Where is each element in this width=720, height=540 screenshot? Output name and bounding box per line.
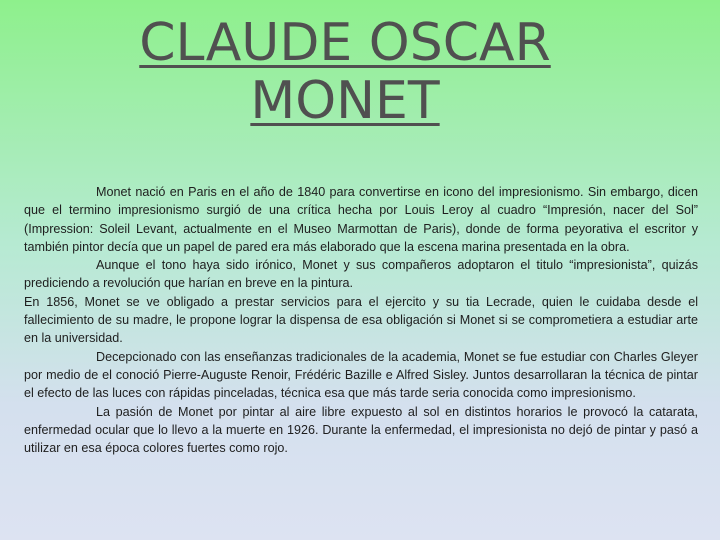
biography-text [24, 183, 698, 457]
title-line-2: MONET [250, 71, 440, 131]
paragraph-academy: Decepcionado con las enseñanzas tradicionales de la academia, Monet se fue estudiar con Charles Gleyer por medio de el conoció Pierre-Auguste Renoir, Frédéric Bazille e Alfred Sisley. Juntos desarrollaran la técnica de pintar el efecto de las luces con rápidas pinceladas, técnica esa que más tarde seria conocida como impresionismo. [24, 349, 698, 401]
title-line-1: CLAUDE OSCAR [139, 13, 551, 73]
paragraph-military-service: En 1856, Monet se ve obligado a prestar servicios para el ejercito y su tia Lecrade, quien le cuidaba desde el fallecimiento de su madre, le propone lograr la dispensa de esa obligación si Monet si se comprometiera a estudiar arte en la universidad. [24, 294, 698, 346]
paragraph-cataract: La pasión de Monet por pintar al aire libre expuesto al sol en distintos horarios le provocó la catarata, enfermedad ocular que lo llevo a la muerte en 1926. Durante la enfermedad, el impresionista no dejó de pintar y pasó a utilizar en esa época colores fuertes como rojo. [24, 404, 698, 456]
paragraph-impressionist-title: Aunque el tono haya sido irónico, Monet y sus compañeros adoptaron el titulo “impresionista”, quizás prediciendo a revolución que harían en breve en la pintura. [24, 258, 698, 291]
paragraph-birth: Monet nació en Paris en el año de 1840 para convertirse en icono del impresionismo. Sin embargo, dicen que el termino impresionismo surgió de una crítica hecha por Louis Leroy al cuadro “Impresión, nacer del Sol” (Impression: Soleil Levant, actualmente en el Museo Marmottan de Paris), donde de forma peyorativa el escritor y también pintor decía que un papel de pared era más elaborado que la escena marina presentada en la obra. [24, 185, 698, 254]
page-title [0, 14, 690, 130]
